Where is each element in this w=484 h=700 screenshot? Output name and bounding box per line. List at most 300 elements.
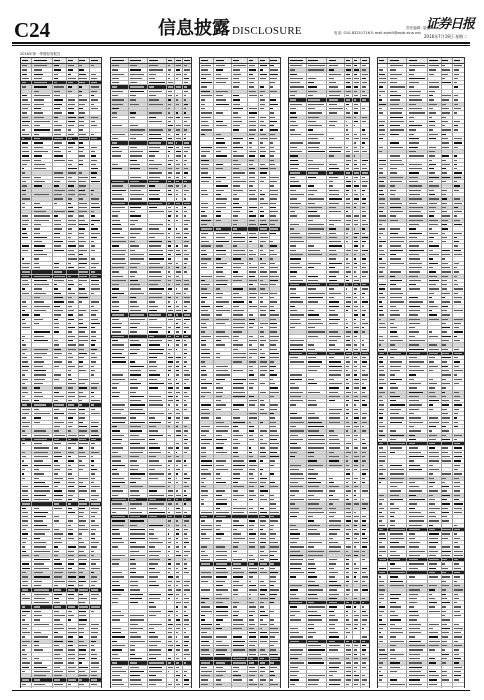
table-cell [53, 451, 67, 454]
table-cell [129, 541, 148, 544]
table-cell [53, 670, 67, 673]
table-cell [90, 550, 101, 553]
table-cell [307, 150, 328, 153]
table-cell [200, 128, 214, 131]
table-cell [53, 197, 67, 200]
table-cell [175, 464, 183, 467]
table-cell [32, 519, 53, 522]
table-cell [361, 382, 369, 385]
table-cell [129, 287, 148, 290]
table-cell [90, 296, 101, 299]
table-cell [214, 300, 232, 303]
table-cell [259, 326, 269, 329]
table-cell [148, 421, 167, 424]
table-cell [289, 77, 307, 80]
table-cell [259, 133, 269, 136]
table-cell [79, 399, 90, 402]
table-cell [248, 459, 259, 462]
table-cell [111, 614, 129, 617]
table-cell [148, 318, 167, 321]
table-cell [248, 511, 259, 514]
table-cell [167, 477, 175, 480]
table-cell [67, 567, 78, 570]
table-cell [200, 240, 214, 243]
table-cell [327, 326, 345, 329]
table-cell [361, 94, 369, 97]
table-cell [183, 360, 191, 363]
table-cell [67, 176, 78, 179]
table-cell [200, 193, 214, 196]
table-cell [79, 287, 90, 290]
table-cell [345, 348, 353, 351]
table-cell [90, 154, 101, 157]
table-cell [307, 279, 328, 282]
table-cell [345, 305, 353, 308]
table-cell [148, 197, 167, 200]
table-cell [21, 412, 32, 415]
table-cell [90, 584, 101, 587]
table-cell [289, 485, 307, 488]
table-cell [200, 666, 214, 669]
table-cell [289, 137, 307, 140]
table-cell [289, 210, 307, 213]
table-cell [307, 515, 328, 518]
table-cell [270, 266, 280, 269]
disclosure-table [110, 57, 192, 688]
table-cell [167, 262, 175, 265]
table-cell [214, 597, 232, 600]
table-cell [200, 214, 214, 217]
table-cell [90, 90, 101, 93]
table-cell [259, 412, 269, 415]
table-cell [183, 206, 191, 209]
table-cell [53, 223, 67, 226]
table-cell [270, 296, 280, 299]
table-cell [129, 489, 148, 492]
table-cell [183, 214, 191, 217]
table-cell [79, 262, 90, 265]
table-cell [259, 253, 269, 256]
table-cell [307, 558, 328, 561]
table-cell [327, 425, 345, 428]
table-cell [361, 184, 369, 187]
table-cell [148, 279, 167, 282]
table-cell [111, 597, 129, 600]
table-cell [53, 391, 67, 394]
table-cell [90, 275, 101, 278]
table-cell [361, 120, 369, 123]
table-cell [345, 541, 353, 544]
table-cell [32, 244, 53, 247]
table-cell [289, 73, 307, 76]
table-cell [327, 515, 345, 518]
table-cell [345, 146, 353, 149]
table-cell [200, 378, 214, 381]
table-cell [353, 614, 361, 617]
table-cell [111, 322, 129, 325]
table-cell [111, 627, 129, 630]
table-cell [175, 399, 183, 402]
table-cell [183, 610, 191, 613]
table-cell [32, 468, 53, 471]
table-cell [79, 171, 90, 174]
table-cell [248, 515, 259, 518]
table-cell [175, 64, 183, 67]
table-cell [167, 257, 175, 260]
section-title-cn: 信息披露 [158, 18, 230, 39]
table-cell [175, 593, 183, 596]
table-cell [214, 670, 232, 673]
table-cell [361, 670, 369, 673]
table-cell [67, 214, 78, 217]
table-cell [79, 103, 90, 106]
table-cell [53, 489, 67, 492]
table-cell [214, 623, 232, 626]
table-cell [307, 365, 328, 368]
table-cell [200, 365, 214, 368]
table-cell [111, 266, 129, 269]
table-cell [307, 103, 328, 106]
table-cell [183, 623, 191, 626]
table-cell [214, 77, 232, 80]
table-cell [167, 365, 175, 368]
table-cell [289, 588, 307, 591]
table-cell [353, 661, 361, 664]
table-cell [167, 532, 175, 535]
table-cell [90, 184, 101, 187]
table-cell [175, 554, 183, 557]
table-cell [129, 232, 148, 235]
table-cell [79, 494, 90, 497]
table-cell [361, 507, 369, 510]
table-cell [289, 683, 307, 686]
table-cell [232, 507, 248, 510]
table-cell [200, 107, 214, 110]
table-cell [129, 313, 148, 316]
table-cell [345, 605, 353, 608]
table-cell [167, 502, 175, 505]
table-cell [361, 618, 369, 621]
table-cell [53, 562, 67, 565]
table-cell [259, 348, 269, 351]
table-cell [270, 567, 280, 570]
table-cell [111, 640, 129, 643]
table-cell [214, 210, 232, 213]
table-cell [327, 81, 345, 84]
table-cell [67, 120, 78, 123]
table-cell [111, 107, 129, 110]
table-cell [345, 382, 353, 385]
table-cell [148, 657, 167, 660]
table-cell [345, 94, 353, 97]
table-cell [175, 210, 183, 213]
table-cell [307, 287, 328, 290]
table-cell [183, 352, 191, 355]
table-cell [148, 180, 167, 183]
table-cell [214, 120, 232, 123]
table-cell [129, 159, 148, 162]
table-cell [289, 85, 307, 88]
table-cell [259, 120, 269, 123]
table-cell [232, 262, 248, 265]
table-cell [353, 670, 361, 673]
table-cell [259, 210, 269, 213]
table-cell [345, 189, 353, 192]
table-cell [111, 343, 129, 346]
table-cell [111, 120, 129, 123]
table-cell [353, 403, 361, 406]
table-cell [361, 472, 369, 475]
table-cell [90, 270, 101, 273]
table-cell [232, 515, 248, 518]
table-cell [183, 292, 191, 295]
table-cell [53, 98, 67, 101]
table-cell [361, 128, 369, 131]
table-cell [270, 674, 280, 677]
table-cell [289, 214, 307, 217]
table-cell [353, 610, 361, 613]
table-cell [361, 335, 369, 338]
table-cell [200, 279, 214, 282]
table-cell [259, 249, 269, 252]
table-cell [307, 189, 328, 192]
table-cell [248, 322, 259, 325]
table-cell [32, 670, 53, 673]
table-cell [200, 446, 214, 449]
table-cell [129, 257, 148, 260]
table-cell [111, 197, 129, 200]
table-cell [361, 666, 369, 669]
table-cell [53, 262, 67, 265]
table-cell [175, 270, 183, 273]
table-cell [353, 227, 361, 230]
table-cell [232, 481, 248, 484]
table-cell [353, 601, 361, 604]
table-cell [353, 451, 361, 454]
table-cell [79, 223, 90, 226]
table-cell [327, 262, 345, 265]
table-cell [167, 193, 175, 196]
table-cell [232, 232, 248, 235]
table-cell [53, 541, 67, 544]
table-cell [32, 249, 53, 252]
table-cell [129, 343, 148, 346]
table-cell [361, 309, 369, 312]
table-cell [21, 657, 32, 660]
table-cell [248, 378, 259, 381]
table-cell [129, 120, 148, 123]
table-cell [289, 356, 307, 359]
table-cell [90, 391, 101, 394]
table-cell [361, 232, 369, 235]
table-cell [232, 421, 248, 424]
table-cell [111, 193, 129, 196]
table-cell [90, 489, 101, 492]
table-cell [248, 554, 259, 557]
contact-line: 电话: 010-83251716 E-mail:zqrb9@zqrb.sina.net [334, 31, 421, 35]
table-cell [21, 438, 32, 441]
table-cell [259, 180, 269, 183]
table-cell [90, 137, 101, 140]
table-cell [200, 348, 214, 351]
table-cell [214, 429, 232, 432]
table-cell [200, 455, 214, 458]
table-cell [270, 644, 280, 647]
table-cell [327, 167, 345, 170]
table-cell [183, 648, 191, 651]
table-cell [148, 395, 167, 398]
table-cell [248, 94, 259, 97]
table-cell [111, 244, 129, 247]
table-cell [129, 180, 148, 183]
table-cell [53, 627, 67, 630]
table-cell [361, 240, 369, 243]
table-cell [248, 455, 259, 458]
table-cell [259, 322, 269, 325]
table-cell [90, 365, 101, 368]
table-cell [353, 481, 361, 484]
table-cell [232, 249, 248, 252]
table-cell [327, 571, 345, 574]
table-cell [289, 545, 307, 548]
table-cell [259, 64, 269, 67]
table-cell [327, 244, 345, 247]
table-cell [21, 348, 32, 351]
table-cell [289, 532, 307, 535]
table-cell [289, 502, 307, 505]
table-cell [129, 369, 148, 372]
table-cell [289, 167, 307, 170]
table-cell [214, 68, 232, 71]
table-cell [200, 631, 214, 634]
table-cell [327, 670, 345, 673]
table-cell [248, 257, 259, 260]
table-cell [232, 64, 248, 67]
table-cell [327, 318, 345, 321]
table-cell [270, 584, 280, 587]
table-cell [214, 382, 232, 385]
table-cell [175, 545, 183, 548]
table-cell [214, 253, 232, 256]
table-cell [79, 644, 90, 647]
table-cell [79, 335, 90, 338]
table-cell [167, 322, 175, 325]
table-cell [289, 365, 307, 368]
table-cell [21, 683, 32, 686]
table-cell [307, 554, 328, 557]
table-cell [248, 326, 259, 329]
table-cell [183, 107, 191, 110]
table-cell [175, 481, 183, 484]
table-cell [67, 524, 78, 527]
table-cell [129, 498, 148, 501]
table-cell [270, 459, 280, 462]
table-cell [167, 94, 175, 97]
table-cell [183, 335, 191, 338]
table-cell [53, 554, 67, 557]
table-cell [327, 403, 345, 406]
table-cell [327, 335, 345, 338]
table-cell [167, 399, 175, 402]
table-cell [289, 343, 307, 346]
disclosure-column [199, 52, 281, 688]
table-cell [232, 68, 248, 71]
table-cell [307, 167, 328, 170]
table-cell [361, 189, 369, 192]
table-cell [90, 240, 101, 243]
table-cell [214, 266, 232, 269]
table-cell [148, 412, 167, 415]
table-cell [353, 644, 361, 647]
table-cell [353, 373, 361, 376]
table-cell [175, 550, 183, 553]
table-cell [327, 537, 345, 540]
table-cell [200, 412, 214, 415]
table-cell [361, 464, 369, 467]
table-cell [353, 180, 361, 183]
table-cell [111, 257, 129, 260]
table-cell [200, 519, 214, 522]
table-cell [167, 232, 175, 235]
table-cell [32, 159, 53, 162]
table-cell [183, 154, 191, 157]
table-cell [90, 567, 101, 570]
table-cell [53, 352, 67, 355]
table-cell [289, 468, 307, 471]
table-cell [232, 571, 248, 574]
table-cell [307, 236, 328, 239]
table-cell [148, 653, 167, 656]
table-cell [353, 365, 361, 368]
table-cell [307, 644, 328, 647]
table-cell [248, 438, 259, 441]
table-cell [90, 657, 101, 660]
table-cell [67, 180, 78, 183]
table-cell [67, 279, 78, 282]
table-cell [214, 244, 232, 247]
table-cell [183, 141, 191, 144]
table-cell [32, 425, 53, 428]
table-cell [67, 442, 78, 445]
table-cell [259, 141, 269, 144]
table-cell [90, 640, 101, 643]
table-cell [111, 442, 129, 445]
table-cell [53, 202, 67, 205]
table-cell [259, 279, 269, 282]
table-cell [214, 571, 232, 574]
table-cell [361, 455, 369, 458]
table-cell [307, 219, 328, 222]
table-cell [345, 528, 353, 531]
table-cell [361, 279, 369, 282]
table-cell [214, 519, 232, 522]
table-cell [67, 438, 78, 441]
table-cell [175, 541, 183, 544]
table-cell [111, 545, 129, 548]
table-header-cell [79, 58, 90, 63]
table-cell [248, 335, 259, 338]
table-cell [214, 360, 232, 363]
table-cell [90, 163, 101, 166]
table-cell [167, 275, 175, 278]
table-cell [111, 477, 129, 480]
table-cell [79, 541, 90, 544]
table-cell [214, 494, 232, 497]
table-cell [289, 232, 307, 235]
table-cell [79, 137, 90, 140]
table-cell [175, 197, 183, 200]
table-cell [129, 545, 148, 548]
